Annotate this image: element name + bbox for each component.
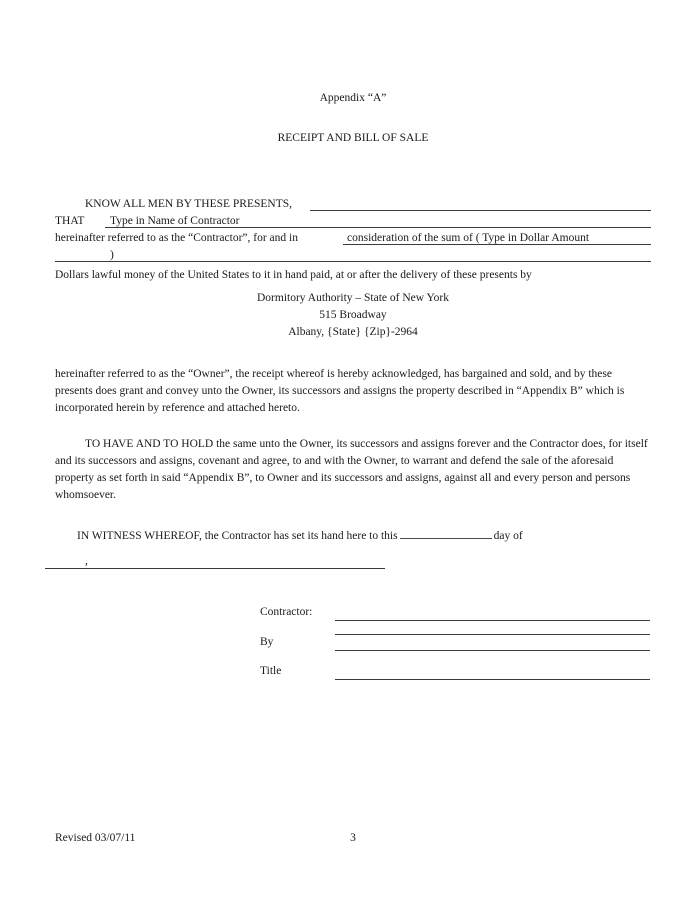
- amount-continuation-rule[interactable]: [55, 261, 651, 262]
- form-row-know-all-men: [55, 196, 651, 213]
- contractor-signature-rule[interactable]: [335, 620, 650, 621]
- form-row-that: [55, 213, 651, 230]
- owner-paragraph: hereinafter referred to as the “Owner”, the receipt whereof is hereby acknowledged, has bargained and sold, and by these presents does grant and convey unto the Owner, its successors and assigns the property described in “Appendix B” which is incorporated herein by reference and attached hereto.: [55, 368, 625, 414]
- by-signature-rule-upper[interactable]: [335, 634, 650, 635]
- fill-in-form-block: [55, 196, 651, 284]
- contractor-name-rule[interactable]: [105, 227, 651, 228]
- that-label: THAT: [55, 215, 85, 227]
- by-signature-rule[interactable]: [335, 650, 650, 651]
- form-row-dollars: [55, 264, 651, 284]
- owner-address-block: [55, 290, 651, 341]
- address-line-authority: Dormitory Authority – State of New York: [257, 292, 449, 304]
- appendix-heading: Appendix “A”: [319, 92, 387, 104]
- form-row-consideration: [55, 230, 651, 247]
- dollars-lawful-money-text: Dollars lawful money of the United States to it in hand paid, at or after the delivery of these presents by: [55, 269, 532, 281]
- date-rule[interactable]: [45, 568, 385, 569]
- witness-suffix-text: day of: [493, 530, 523, 542]
- close-paren-text: ): [110, 249, 114, 261]
- contractor-name-field[interactable]: Type in Name of Contractor: [110, 215, 240, 227]
- consideration-amount-field[interactable]: consideration of the sum of ( Type in Dollar Amount: [347, 232, 590, 244]
- habendum-paragraph: TO HAVE AND TO HOLD the same unto the Owner, its successors and assigns forever and the Contractor does, for itself and its successors and assigns, covenant and agree, to and with the Owner, to warrant and defend the sale of the aforesaid property as set forth in said “Appendix B”, to Owner and its successors and assigns, against all and every person and persons whomsoever.: [55, 438, 648, 501]
- address-line-street: 515 Broadway: [319, 309, 387, 322]
- hereinafter-contractor-text: hereinafter referred to as the “Contractor”, for and in: [55, 232, 298, 244]
- address-line-city-state-zip: Albany, {State} {Zip}-2964: [288, 326, 418, 339]
- title-signature-rule[interactable]: [335, 679, 650, 680]
- consideration-rule[interactable]: [343, 244, 651, 245]
- form-row-close-paren: [55, 247, 651, 264]
- page-title: RECEIPT AND BILL OF SALE: [277, 132, 429, 144]
- know-all-men-text: KNOW ALL MEN BY THESE PRESENTS,: [85, 198, 293, 210]
- contractor-signature-label: Contractor:: [260, 606, 313, 618]
- witness-prefix-text: IN WITNESS WHEREOF, the Contractor has set its hand here to this: [77, 530, 398, 542]
- contractor-name-rule-upper[interactable]: [310, 210, 651, 211]
- by-signature-label: By: [260, 636, 274, 648]
- date-comma: ,: [85, 555, 88, 567]
- title-signature-label: Title: [260, 665, 282, 677]
- page-number: 3: [350, 832, 356, 844]
- witness-clause: [55, 527, 651, 545]
- day-blank-field[interactable]: [400, 527, 492, 539]
- revised-date: Revised 03/07/11: [55, 832, 136, 844]
- document-body: [55, 0, 651, 900]
